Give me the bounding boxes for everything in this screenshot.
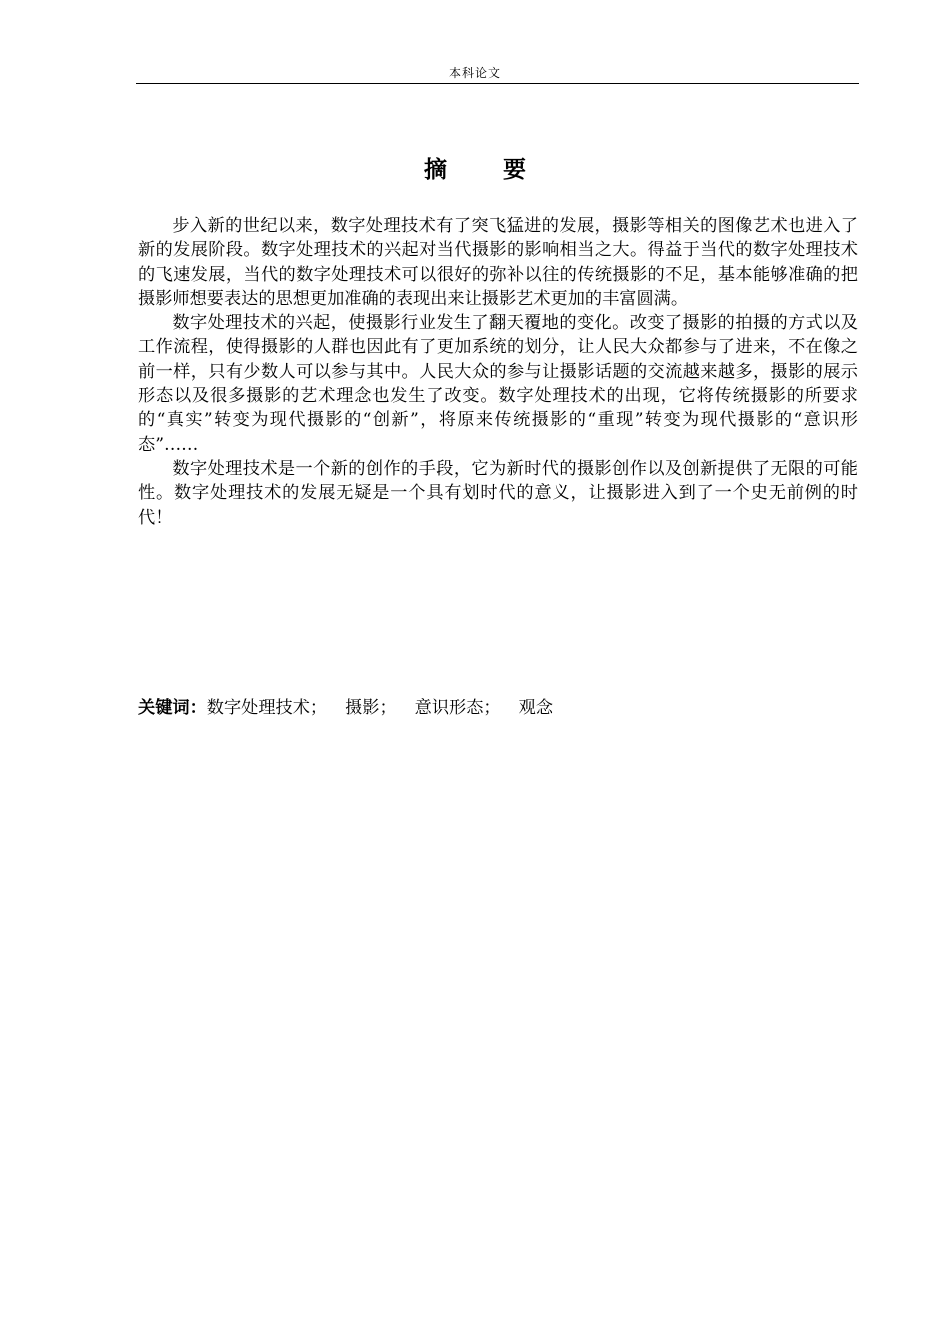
header-rule	[136, 83, 859, 84]
running-header: 本科论文	[448, 66, 501, 80]
keyword-item: 数字处理技术；	[206, 698, 328, 718]
keyword-item: 意识形态；	[414, 698, 501, 718]
abstract-title	[0, 156, 950, 184]
keywords-label: 关键词：	[138, 698, 207, 718]
abstract-paragraph-2: 数字处理技术的兴起，使摄影行业发生了翻天覆地的变化。改变了摄影的拍摄的方式以及工作流程，使得摄影的人群也因此有了更加系统的划分，让人民大众都参与了进来，不在像之前一样，只有少数人可以参与其中。人民大众的参与让摄影话题的交流越来越多，摄影的展示形态以及很多摄影的艺术理念也发生了改变。数字处理技术的出现，它将传统摄影的所要求的“真实”转变为现代摄影的“创新”，将原来传统摄影的“重现”转变为现代摄影的“意识形态”……	[138, 313, 858, 455]
keyword-item: 摄影；	[345, 698, 397, 718]
abstract-paragraph-3: 数字处理技术是一个新的创作的手段，它为新时代的摄影创作以及创新提供了无限的可能性。数字处理技术的发展无疑是一个具有划时代的意义，让摄影进入到了一个史无前例的时代！	[138, 458, 858, 528]
abstract-title-char-2: 要	[503, 157, 526, 183]
abstract-title-char-1: 摘	[424, 157, 447, 183]
abstract-body	[138, 214, 858, 530]
keywords-line	[138, 696, 858, 720]
abstract-paragraph-1: 步入新的世纪以来，数字处理技术有了突飞猛进的发展，摄影等相关的图像艺术也进入了新的发展阶段。数字处理技术的兴起对当代摄影的影响相当之大。得益于当代的数字处理技术的飞速发展，当代的数字处理技术可以很好的弥补以往的传统摄影的不足，基本能够准确的把摄影师想要表达的思想更加准确的表现出来让摄影艺术更加的丰富圆满。	[138, 216, 858, 309]
keyword-item: 观念	[518, 698, 554, 718]
